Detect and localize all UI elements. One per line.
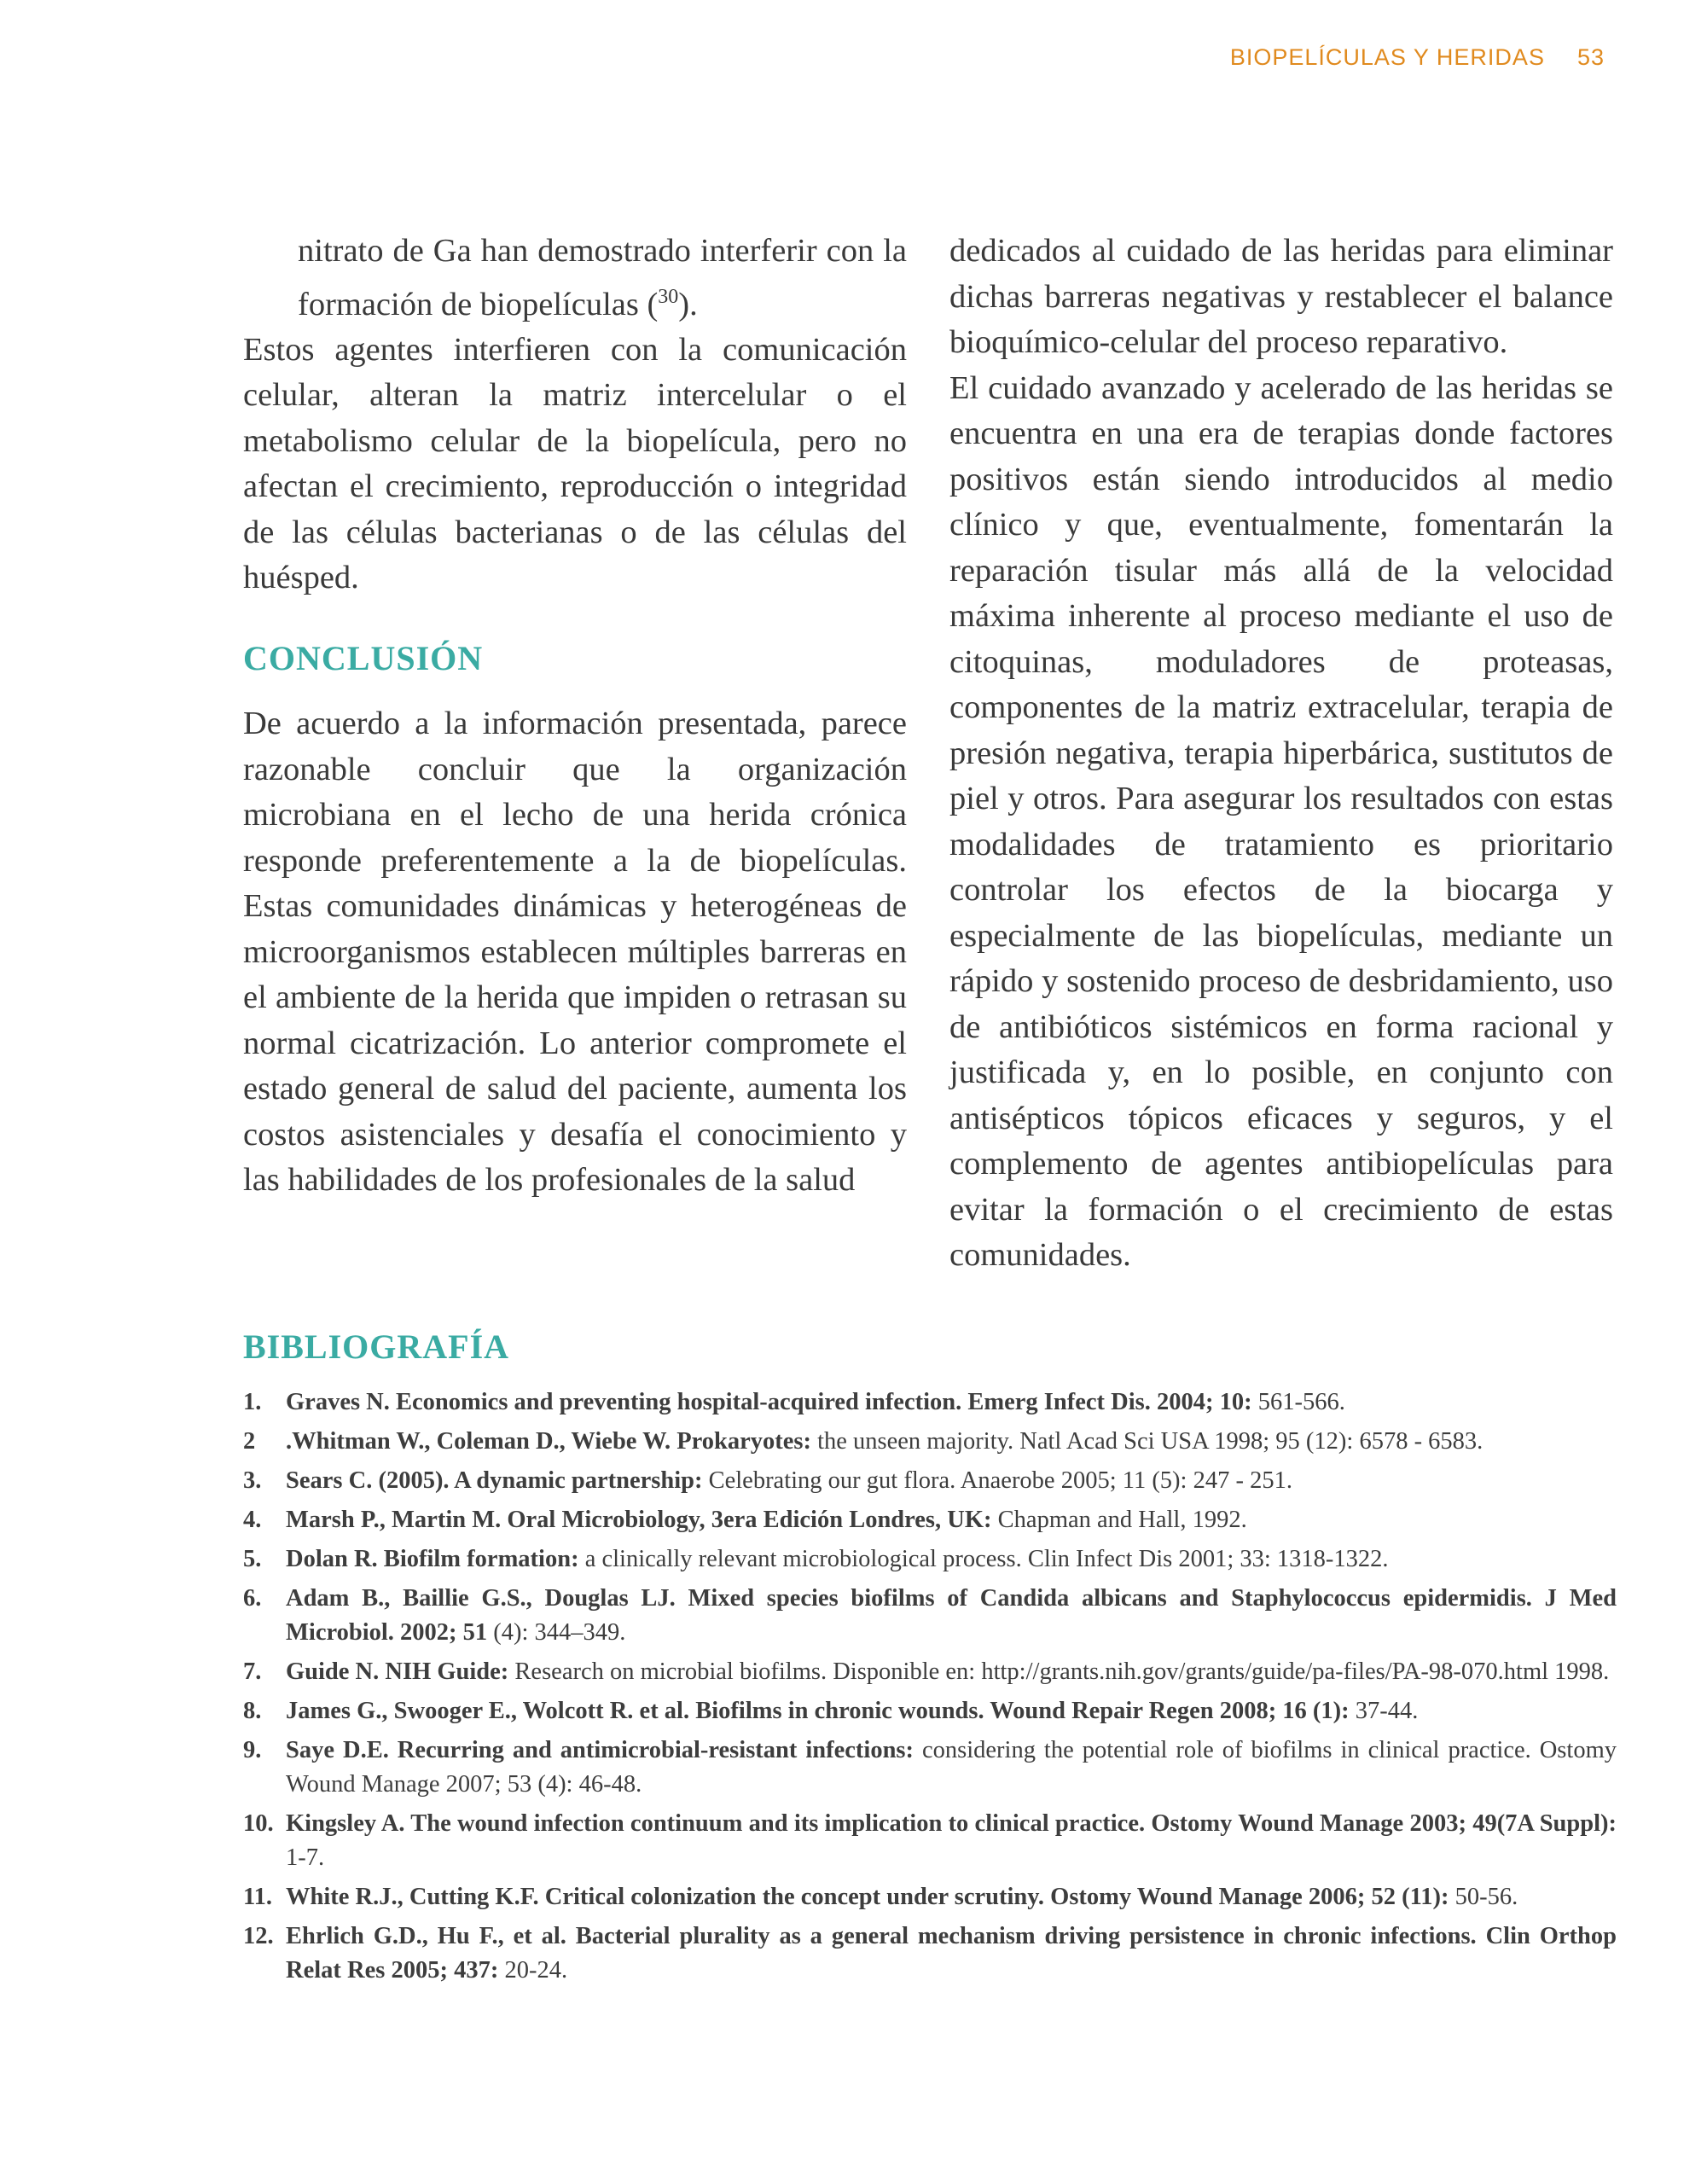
reference-item [243,1503,1617,1537]
reference-text: 561-566. [1251,1389,1345,1415]
continuation-text: nitrato de Ga han demostrado interferir con la formación de biopelículas ( [298,233,907,322]
reference-close: ). [678,286,698,322]
reference-text: 1-7. [286,1844,325,1871]
reference-bold-text: Saye D.E. Recurring and antimicrobial-resistant infections: [286,1737,914,1763]
reference-bold-text: Ehrlich G.D., Hu F., et al. Bacterial plurality as a general mechanism driving persistence in chronic infections. Clin Orthop Relat Res 2005; 437: [286,1923,1617,1984]
page-number: 53 [1576,44,1605,70]
running-header [1230,44,1605,71]
reference-bold-text: .Whitman W., Coleman D., Wiebe W. Prokaryotes: [286,1428,811,1455]
conclusion-heading: CONCLUSIÓN [243,638,484,677]
reference-superscript: 30 [658,285,679,308]
conclusion-paragraph: De acuerdo a la información presentada, parece razonable concluir que la organización microbiana en el lecho de una herida crónica responde preferentemente a la de biopelículas. Estas comunidades dinámicas y heterogéneas de microorganismos establecen múltiples barreras en el ambiente de la herida que impiden o retrasan su normal cicatrización. Lo anterior compromete el estado general de salud del paciente, aumenta los costos asistenciales y desafía el conocimiento y las habilidades de los profesionales de la salud [243,706,907,1199]
body-paragraph: dedicados al cuidado de las heridas para eliminar dichas barreras negativas y restablecer el balance bioquímico-celular del proceso reparativo. [949,233,1613,360]
reference-item [243,1385,1617,1420]
reference-bold-text: Adam B., Baillie G.S., Douglas LJ. Mixed species biofilms of Candida albicans and Staphylococcus epidermidis. J Med Microbiol. 2002; 51 [286,1585,1617,1646]
reference-item [243,1425,1617,1459]
reference-number: 10. [243,1810,274,1837]
reference-item [243,1655,1617,1689]
reference-number: 5. [243,1546,262,1572]
body-paragraph: Estos agentes interfieren con la comunicación celular, alteran la matriz intercelular o el metabolismo celular de la biopelícula, pero no afectan el crecimiento, reproducción o integridad de las células bacterianas o de las células del huésped. [243,331,907,596]
reference-item [243,1734,1617,1802]
reference-item [243,1880,1617,1914]
reference-number: 6. [243,1585,262,1612]
reference-bold-text: Marsh P., Martin M. Oral Microbiology, 3era Edición Londres, UK: [286,1507,992,1533]
reference-item [243,1920,1617,1988]
reference-text: Chapman and Hall, 1992. [991,1507,1247,1533]
bibliography-section [243,1327,1617,1993]
reference-text: 50-56. [1449,1884,1518,1910]
reference-number: 4. [243,1507,262,1533]
reference-item [243,1582,1617,1650]
reference-item [243,1694,1617,1728]
reference-bold-text: Dolan R. Biofilm formation: [286,1546,579,1572]
reference-bold-text: Guide N. NIH Guide: [286,1658,509,1685]
section-title: BIOPELÍCULAS Y HERIDAS [1229,44,1545,70]
reference-text: Celebrating our gut flora. Anaerobe 2005; 11 (5): 247 - 251. [702,1467,1292,1494]
continuation-paragraph [243,229,907,328]
reference-text: a clinically relevant microbiological process. Clin Infect Dis 2001; 33: 1318-1322. [578,1546,1389,1572]
reference-number: 12. [243,1923,274,1949]
reference-number: 9. [243,1737,262,1763]
reference-number: 2 [243,1428,256,1455]
reference-text: considering the potential role of biofilms in clinical practice. Ostomy Wound Manage 2007; 53 (4): 46-48. [286,1737,1617,1798]
reference-number: 7. [243,1658,262,1685]
reference-bold-text: James G., Swooger E., Wolcott R. et al. Biofilms in chronic wounds. Wound Repair Regen 2008; 16 (1): [286,1698,1350,1724]
left-column [243,229,907,1204]
right-column [949,229,1613,1279]
bibliography-heading: BIBLIOGRAFÍA [243,1327,510,1366]
body-paragraph: El cuidado avanzado y acelerado de las heridas se encuentra en una era de terapias donde factores positivos están siendo introducidos al medio clínico y que, eventualmente, fomentarán la reparación tisular más allá de la velocidad máxima inherente al proceso mediante el uso de citoquinas, moduladores de proteasas, componentes de la matriz extracelular, terapia de presión negativa, terapia hiperbárica, sustitutos de piel y otros. Para asegurar los resultados con estas modalidades de tratamiento es prioritario controlar los efectos de la biocarga y especialmente de las biopelículas, mediante un rápido y sostenido proceso de desbridamiento, uso de antibióticos sistémicos en forma racional y justificada y, en lo posible, en conjunto con antisépticos tópicos eficaces y seguros, y el complemento de agentes antibiopelículas para evitar la formación o el crecimiento de estas comunidades. [949,369,1613,1273]
reference-number: 3. [243,1467,262,1494]
reference-bold-text: White R.J., Cutting K.F. Critical colonization the concept under scrutiny. Ostomy Wound Manage 2006; 52 (11): [286,1884,1449,1910]
reference-number: 1. [243,1389,262,1415]
reference-text: 20-24. [498,1957,568,1984]
reference-text: (4): 344–349. [487,1619,626,1646]
reference-text: the unseen majority. Natl Acad Sci USA 1998; 95 (12): 6578 - 6583. [810,1428,1483,1455]
reference-bold-text: Sears C. (2005). A dynamic partnership: [286,1467,703,1494]
reference-bold-text: Kingsley A. The wound infection continuum and its implication to clinical practice. Ostomy Wound Manage 2003; 49(7A Suppl): [286,1810,1617,1837]
reference-number: 8. [243,1698,262,1724]
reference-bold-text: Graves N. Economics and preventing hospital-acquired infection. Emerg Infect Dis. 2004; 10: [286,1389,1252,1415]
reference-item [243,1542,1617,1577]
reference-item [243,1807,1617,1875]
reference-number: 11. [243,1884,273,1910]
reference-text: Research on microbial biofilms. Disponible en: http://grants.nih.gov/grants/guide/pa-files/PA-98-070.html 1998. [508,1658,1610,1685]
reference-text: 37-44. [1349,1698,1419,1724]
reference-list [243,1385,1617,1988]
reference-item [243,1464,1617,1498]
